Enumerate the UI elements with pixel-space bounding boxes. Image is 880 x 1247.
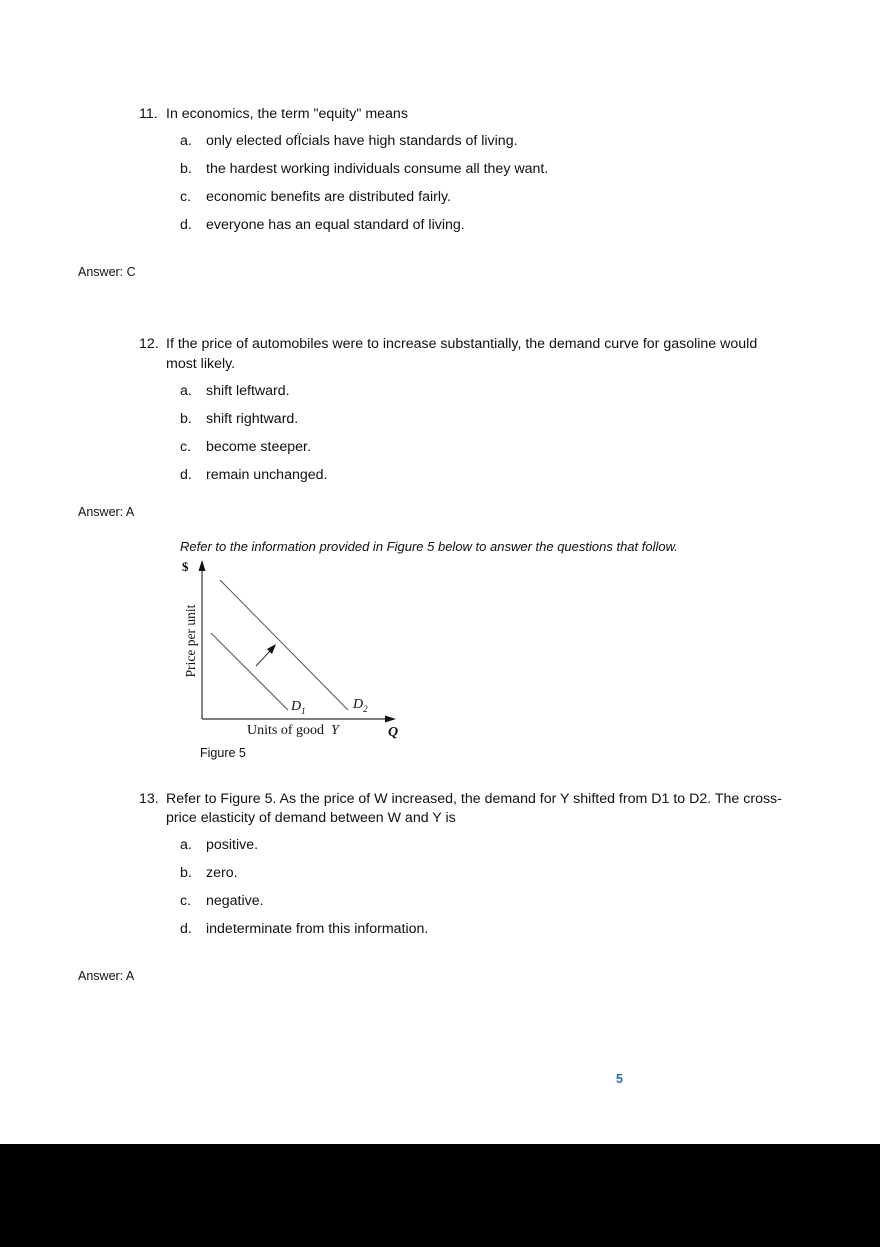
question-stem-line-1: If the price of automobiles were to increase substantially, the demand curve for gasoline would xyxy=(166,336,758,352)
option-letter: b. xyxy=(180,411,192,427)
option-letter: d. xyxy=(180,467,192,483)
curve-label-d1 xyxy=(291,699,306,716)
demand-shift-graph xyxy=(170,555,410,745)
option-text: everyone has an equal standard of living. xyxy=(206,217,465,233)
option-text: shift rightward. xyxy=(206,411,299,427)
question-stem-line-2: price elasticity of demand between W and Y is xyxy=(166,810,456,826)
option-text: indeterminate from this information. xyxy=(206,921,429,937)
curve-label-letter: D xyxy=(291,699,302,714)
option-letter: a. xyxy=(180,133,192,149)
option-text: zero. xyxy=(206,865,238,881)
option-letter: b. xyxy=(180,161,192,177)
figure-5-demand-shift xyxy=(170,555,410,745)
option-letter: a. xyxy=(180,837,192,853)
figure-caption: Figure 5 xyxy=(200,746,246,760)
option-text: negative. xyxy=(206,893,264,909)
x-axis-arrow-icon xyxy=(385,716,396,723)
shift-arrow-line xyxy=(256,650,271,666)
x-axis-label-var: Y xyxy=(331,723,339,738)
answer-13: Answer: A xyxy=(78,969,135,983)
question-number: 12. xyxy=(139,336,159,352)
option-letter: c. xyxy=(180,893,192,909)
option-text: remain unchanged. xyxy=(206,467,328,483)
option-letter: b. xyxy=(180,865,192,881)
question-stem-line-2: most likely. xyxy=(166,356,236,372)
question-11 xyxy=(139,104,799,124)
option-text: economic benefits are distributed fairly. xyxy=(206,189,451,205)
answer-11: Answer: C xyxy=(78,265,136,279)
answer-12: Answer: A xyxy=(78,505,135,519)
option-letter: d. xyxy=(180,921,192,937)
x-axis-label-text: Units of good xyxy=(247,723,324,738)
question-number: 13. xyxy=(139,791,159,807)
option-text: positive. xyxy=(206,837,259,853)
page-number: 5 xyxy=(616,1072,623,1086)
y-axis-label: Price per unit xyxy=(183,604,198,678)
question-stem: In economics, the term "equity" means xyxy=(166,106,408,122)
option-letter: a. xyxy=(180,383,192,399)
option-letter: c. xyxy=(180,189,192,205)
x-axis-label xyxy=(247,723,339,739)
question-number: 11. xyxy=(139,106,158,122)
curve-label-d2 xyxy=(353,697,368,714)
question-12 xyxy=(139,334,819,374)
curve-label-letter: D xyxy=(353,697,364,712)
option-text: become steeper. xyxy=(206,439,311,455)
figure-instruction: Refer to the information provided in Figure 5 below to answer the questions that follow. xyxy=(180,539,678,554)
curve-label-sub: 2 xyxy=(363,703,368,714)
y-axis-symbol: $ xyxy=(182,559,189,574)
bottom-black-band xyxy=(0,1144,880,1247)
x-axis-symbol: Q xyxy=(388,725,399,740)
demand-curve-d2 xyxy=(220,580,348,710)
option-text: only elected ofÏcials have high standards of living. xyxy=(206,133,518,149)
option-text: shift leftward. xyxy=(206,383,290,399)
y-axis-arrow-icon xyxy=(199,560,206,571)
option-letter: c. xyxy=(180,439,192,455)
curve-label-sub: 1 xyxy=(301,705,306,716)
option-text: the hardest working individuals consume all they want. xyxy=(206,161,549,177)
question-13 xyxy=(139,789,819,829)
option-letter: d. xyxy=(180,217,192,233)
question-stem-line-1: Refer to Figure 5. As the price of W increased, the demand for Y shifted from D1 to D2. The cross- xyxy=(166,791,782,807)
demand-curve-d1 xyxy=(211,633,288,710)
